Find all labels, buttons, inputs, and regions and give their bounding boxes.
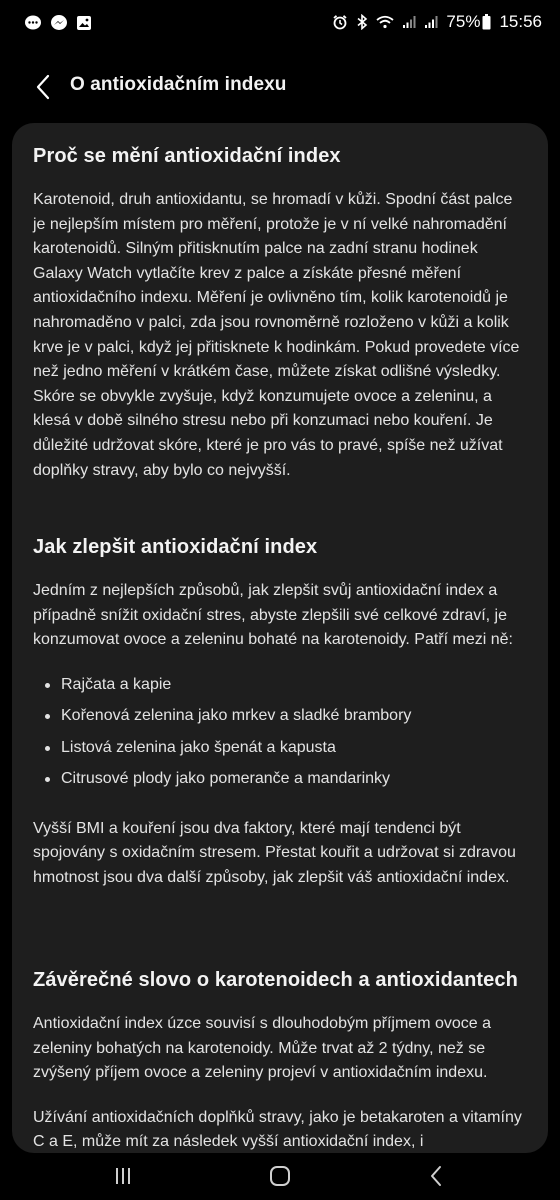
system-back-button[interactable] xyxy=(416,1162,456,1190)
list-item: Rajčata a kapie xyxy=(33,673,527,705)
carotenoid-food-list xyxy=(33,673,527,799)
wifi-icon xyxy=(376,15,394,29)
section-paragraph: Karotenoid, druh antioxidantu, se hromadí v kůži. Spodní část palce je nejlepším místem pro měření, protože je v ní velké nahromadění karotenoidů. Silným přitisknutím palce na zadní stranu hodinek Galaxy Watch vytlačíte krev z palce a získáte přesné měření antioxidačního indexu. Měření je ovlivněno tím, kolik karotenoidů je nahromaděno v palci, zda jsou rovnoměrně rozloženo v kůži a kolik krve je v palci, když jej přitisknete k hodinkám. Pokud provedete více než jedno měření v krátkém čase, můžete získat odlišné výsledky. Skóre se obvykle zvyšuje, když konzumujete ovoce a zeleninu, a klesá v době silného stresu nebo při konzumaci nebo kouření. Je důležité udržovat skóre, které je pro vás to pravé, spíše než užívat doplňky stravy, aby bylo co nejvyšší. xyxy=(33,191,520,479)
list-item: Kořenová zelenina jako mrkev a sladké brambory xyxy=(33,704,527,736)
section-paragraph: Antioxidační index úzce souvisí s dlouhodobým příjmem ovoce a zeleniny bohatých na karotenoidy. Může trvat až 2 týdny, než se zvýšený příjem ovoce a zeleniny projeví v antioxidačním indexu. xyxy=(33,1015,492,1082)
app-header xyxy=(0,60,560,116)
recent-apps-icon xyxy=(113,1166,133,1186)
section-heading: Závěrečné slovo o karotenoidech a antioxidantech xyxy=(33,969,518,991)
signal-icon xyxy=(424,15,438,29)
home-button[interactable] xyxy=(260,1162,300,1190)
chevron-left-icon xyxy=(35,74,51,100)
list-item: Citrusové plody jako pomeranče a mandarinky xyxy=(33,767,527,799)
section-how-to-improve xyxy=(33,536,527,891)
home-icon xyxy=(269,1165,291,1187)
list-item: Listová zelenina jako špenát a kapusta xyxy=(33,736,527,768)
alarm-icon xyxy=(332,14,348,30)
battery-percent: 75% xyxy=(446,12,481,31)
section-paragraph: Užívání antioxidačních doplňků stravy, jako je betakaroten a vitamíny C a E, může mít za následek vyšší antioxidační index, i xyxy=(33,1108,522,1151)
section-paragraph: Vyšší BMI a kouření jsou dva faktory, které mají tendenci být spojovány s oxidačním stresem. Přestat kouřit a udržovat si zdravou hmotnost jsou dva další způsoby, jak zlepšit váš antioxidační index. xyxy=(33,819,516,886)
back-icon xyxy=(429,1165,443,1187)
signal-icon xyxy=(402,15,416,29)
section-heading: Jak zlepšit antioxidační index xyxy=(33,536,318,558)
battery-icon xyxy=(482,14,491,30)
clock: 15:56 xyxy=(499,12,542,31)
back-button[interactable] xyxy=(26,70,60,104)
section-why-index-changes xyxy=(33,145,527,483)
bluetooth-icon xyxy=(356,14,368,30)
gallery-icon xyxy=(76,15,92,31)
section-paragraph: Jedním z nejlepších způsobů, jak zlepšit svůj antioxidační index a případně snížit oxidační stres, abyste zlepšili své celkové zdraví, je konzumovat ovoce a zeleninu bohaté na karotenoidy. Patří mezi ně: xyxy=(33,582,513,649)
recent-apps-button[interactable] xyxy=(103,1162,143,1190)
page-title: O antioxidačním indexu xyxy=(70,74,287,95)
system-status xyxy=(332,12,542,32)
notification-icons xyxy=(24,14,92,32)
messenger-icon xyxy=(50,14,68,32)
status-bar xyxy=(0,0,560,50)
navigation-bar xyxy=(0,1152,560,1200)
chat-icon xyxy=(24,14,42,32)
section-heading: Proč se mění antioxidační index xyxy=(33,145,341,167)
info-card[interactable] xyxy=(12,123,548,1153)
section-final-word xyxy=(33,969,527,1153)
